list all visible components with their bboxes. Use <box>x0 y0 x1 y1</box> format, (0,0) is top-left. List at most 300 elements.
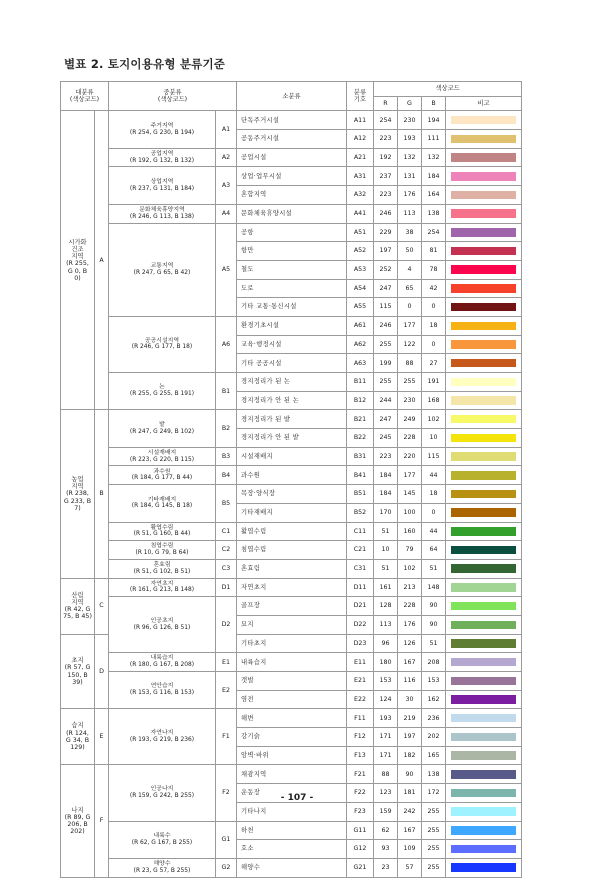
table-row <box>61 672 522 691</box>
table-row <box>61 373 522 392</box>
middle-color: (R 193, G 219, B 236) <box>129 736 195 743</box>
color-r: 193 <box>374 709 398 728</box>
color-b: 44 <box>422 466 446 485</box>
color-b: 115 <box>422 447 446 466</box>
minor-category: 항만 <box>237 242 347 261</box>
color-g: 219 <box>398 709 422 728</box>
color-r: 255 <box>374 335 398 354</box>
minor-category: 기타 공공시설 <box>237 354 347 373</box>
color-b: 255 <box>422 858 446 877</box>
major-label-line: 지역 <box>71 483 84 491</box>
minor-code: B51 <box>347 485 374 504</box>
major-code: B <box>95 410 109 578</box>
color-swatch <box>451 751 516 760</box>
minor-code: F12 <box>347 728 374 747</box>
color-b: 0 <box>422 298 446 317</box>
color-swatch-cell <box>446 260 522 279</box>
major-label-line: 건조 <box>71 245 84 253</box>
color-g: 213 <box>398 578 422 597</box>
major-label-line: 202) <box>70 828 85 836</box>
color-swatch <box>451 471 516 480</box>
major-label-line: 나지 <box>71 806 84 814</box>
middle-category <box>109 316 216 372</box>
color-swatch-cell <box>446 111 522 130</box>
color-b: 102 <box>422 410 446 429</box>
middle-code: B2 <box>216 410 237 447</box>
minor-code: A51 <box>347 223 374 242</box>
color-swatch-cell <box>446 597 522 616</box>
table-row <box>61 821 522 840</box>
minor-category: 기타재배지 <box>237 503 347 522</box>
color-swatch-cell <box>446 802 522 821</box>
middle-color: (R 159, G 242, B 255) <box>129 792 195 799</box>
color-b: 78 <box>422 260 446 279</box>
middle-code: B1 <box>216 373 237 410</box>
color-r: 124 <box>374 690 398 709</box>
header-major-sub: (색상코드) <box>69 96 100 104</box>
color-swatch-cell <box>446 765 522 784</box>
middle-category <box>109 709 216 765</box>
color-swatch <box>451 639 516 648</box>
color-g: 0 <box>398 298 422 317</box>
middle-code: A2 <box>216 148 237 167</box>
middle-color: (R 184, G 177, B 44) <box>131 475 193 482</box>
middle-category <box>109 858 216 877</box>
header-code-bottom: 기호 <box>353 96 367 104</box>
middle-code: F2 <box>216 765 237 821</box>
major-code: F <box>95 765 109 877</box>
header-note: 비고 <box>446 96 522 111</box>
color-r: 171 <box>374 746 398 765</box>
color-r: 223 <box>374 447 398 466</box>
minor-category: 해양수 <box>237 858 347 877</box>
color-swatch-cell <box>446 242 522 261</box>
color-swatch <box>451 415 516 424</box>
color-b: 27 <box>422 354 446 373</box>
table-row <box>61 223 522 242</box>
minor-code: F21 <box>347 765 374 784</box>
minor-code: C31 <box>347 559 374 578</box>
major-category <box>61 765 95 877</box>
minor-code: G21 <box>347 858 374 877</box>
color-swatch-cell <box>446 522 522 541</box>
minor-code: A11 <box>347 111 374 130</box>
middle-code: C1 <box>216 522 237 541</box>
middle-code: A5 <box>216 223 237 316</box>
middle-color: (R 247, G 65, B 42) <box>133 269 191 276</box>
color-r: 113 <box>374 615 398 634</box>
middle-color: (R 237, G 131, B 184) <box>129 185 195 192</box>
minor-category: 상업·업무시설 <box>237 167 347 186</box>
color-swatch-cell <box>446 447 522 466</box>
color-swatch <box>451 863 516 872</box>
color-r: 171 <box>374 728 398 747</box>
middle-name: 문화체육휴양지역 <box>139 206 185 213</box>
color-r: 10 <box>374 541 398 560</box>
color-r: 51 <box>374 559 398 578</box>
color-swatch <box>451 322 516 331</box>
middle-code: A6 <box>216 316 237 372</box>
color-swatch <box>451 658 516 667</box>
color-swatch-cell <box>446 130 522 149</box>
middle-color: (R 180, G 167, B 208) <box>129 662 195 669</box>
table-header <box>61 82 522 111</box>
color-b: 162 <box>422 690 446 709</box>
table-row <box>61 316 522 335</box>
color-g: 182 <box>398 746 422 765</box>
major-label-line: (R 255, <box>66 260 89 268</box>
color-b: 138 <box>422 765 446 784</box>
color-r: 245 <box>374 429 398 448</box>
color-b: 132 <box>422 148 446 167</box>
major-label-line: G 233, B <box>63 497 92 505</box>
color-swatch-cell <box>446 672 522 691</box>
middle-color: (R 153, G 116, B 153) <box>129 690 195 697</box>
minor-code: D22 <box>347 615 374 634</box>
color-g: 88 <box>398 354 422 373</box>
color-r: 161 <box>374 578 398 597</box>
color-g: 176 <box>398 615 422 634</box>
color-r: 246 <box>374 204 398 223</box>
middle-code: A1 <box>216 111 237 148</box>
table-row <box>61 485 522 504</box>
minor-category: 묘지 <box>237 615 347 634</box>
color-swatch-cell <box>446 391 522 410</box>
color-swatch <box>451 714 516 723</box>
land-use-classification-table <box>60 81 522 878</box>
color-swatch-cell <box>446 840 522 859</box>
middle-category <box>109 672 216 709</box>
middle-category <box>109 559 216 578</box>
minor-category: 경지정리가 안 된 밭 <box>237 429 347 448</box>
color-g: 50 <box>398 242 422 261</box>
middle-color: (R 96, G 126, B 51) <box>133 624 191 631</box>
middle-code: E2 <box>216 672 237 709</box>
color-swatch-cell <box>446 316 522 335</box>
color-r: 229 <box>374 223 398 242</box>
color-b: 254 <box>422 223 446 242</box>
color-swatch-cell <box>446 634 522 653</box>
major-label-line: 지역 <box>71 598 84 606</box>
color-r: 153 <box>374 672 398 691</box>
color-swatch <box>451 396 516 405</box>
color-b: 202 <box>422 728 446 747</box>
color-swatch-cell <box>446 410 522 429</box>
color-swatch <box>451 359 516 368</box>
header-color: 색상코드 <box>374 82 522 97</box>
color-swatch <box>451 153 516 162</box>
major-label-line: 지역 <box>71 253 84 261</box>
major-category <box>61 111 95 410</box>
color-swatch-cell <box>446 578 522 597</box>
middle-color: (R 161, G 213, B 148) <box>129 587 195 594</box>
middle-name: 침엽수림 <box>150 543 174 550</box>
color-r: 96 <box>374 634 398 653</box>
color-b: 81 <box>422 242 446 261</box>
color-swatch <box>451 807 516 816</box>
color-g: 102 <box>398 559 422 578</box>
color-r: 170 <box>374 503 398 522</box>
minor-category: 내륙습지 <box>237 653 347 672</box>
color-r: 62 <box>374 821 398 840</box>
color-g: 177 <box>398 466 422 485</box>
color-swatch-cell <box>446 858 522 877</box>
color-r: 244 <box>374 391 398 410</box>
color-swatch-cell <box>446 466 522 485</box>
color-b: 51 <box>422 634 446 653</box>
color-b: 153 <box>422 672 446 691</box>
minor-category: 문화체육휴양시설 <box>237 204 347 223</box>
color-swatch <box>451 770 516 779</box>
header-code <box>347 82 374 111</box>
color-g: 145 <box>398 485 422 504</box>
minor-code: C21 <box>347 541 374 560</box>
major-label-line: 초지 <box>71 657 84 665</box>
middle-name: 자연초지 <box>150 580 174 587</box>
table-row <box>61 466 522 485</box>
color-b: 172 <box>422 784 446 803</box>
table-row <box>61 541 522 560</box>
color-swatch <box>451 284 516 293</box>
major-label-line: G 0, B <box>67 267 88 275</box>
color-b: 191 <box>422 373 446 392</box>
minor-code: A41 <box>347 204 374 223</box>
color-swatch <box>451 845 516 854</box>
minor-code: A21 <box>347 148 374 167</box>
color-swatch-cell <box>446 167 522 186</box>
major-label-line: (R 238, <box>66 490 89 498</box>
color-swatch <box>451 434 516 443</box>
color-g: 116 <box>398 672 422 691</box>
color-r: 223 <box>374 130 398 149</box>
middle-code: C2 <box>216 541 237 560</box>
middle-color: (R 246, G 177, B 18) <box>131 344 193 351</box>
color-swatch <box>451 490 516 499</box>
major-label-line: 산림 <box>71 591 84 599</box>
minor-code: A55 <box>347 298 374 317</box>
color-g: 132 <box>398 148 422 167</box>
color-g: 65 <box>398 279 422 298</box>
color-r: 199 <box>374 354 398 373</box>
color-b: 255 <box>422 802 446 821</box>
minor-code: B31 <box>347 447 374 466</box>
minor-code: B52 <box>347 503 374 522</box>
minor-code: G11 <box>347 821 374 840</box>
color-swatch <box>451 508 516 517</box>
middle-color: (R 247, G 249, B 102) <box>129 428 195 435</box>
color-swatch-cell <box>446 821 522 840</box>
minor-code: A32 <box>347 186 374 205</box>
page-number: - 107 - <box>280 793 314 803</box>
middle-name: 활엽수림 <box>150 524 174 531</box>
color-swatch <box>451 209 516 218</box>
minor-code: E21 <box>347 672 374 691</box>
major-code: A <box>95 111 109 410</box>
color-swatch-cell <box>446 615 522 634</box>
color-g: 167 <box>398 653 422 672</box>
minor-category: 기타초지 <box>237 634 347 653</box>
color-swatch <box>451 191 516 200</box>
color-r: 123 <box>374 784 398 803</box>
major-label-line: (R 42, G <box>64 606 91 614</box>
table-row <box>61 447 522 466</box>
middle-name: 해양수 <box>153 860 171 867</box>
middle-code: G2 <box>216 858 237 877</box>
color-b: 208 <box>422 653 446 672</box>
color-g: 228 <box>398 429 422 448</box>
middle-name: 시설재배지 <box>147 449 177 456</box>
color-b: 44 <box>422 522 446 541</box>
minor-category: 경지정리가 안 된 논 <box>237 391 347 410</box>
middle-category <box>109 578 216 597</box>
middle-code: B4 <box>216 466 237 485</box>
middle-name: 공업지역 <box>150 150 174 157</box>
color-swatch-cell <box>446 354 522 373</box>
middle-category <box>109 148 216 167</box>
color-g: 177 <box>398 316 422 335</box>
middle-category <box>109 111 216 148</box>
minor-code: G12 <box>347 840 374 859</box>
middle-name: 자연나지 <box>150 730 174 737</box>
middle-category <box>109 485 216 522</box>
header-code-top: 분류 <box>353 88 367 96</box>
minor-code: B21 <box>347 410 374 429</box>
minor-code: A54 <box>347 279 374 298</box>
color-b: 138 <box>422 204 446 223</box>
color-g: 38 <box>398 223 422 242</box>
middle-name: 연안습지 <box>150 683 174 690</box>
color-r: 254 <box>374 111 398 130</box>
color-swatch <box>451 452 516 461</box>
color-swatch-cell <box>446 728 522 747</box>
major-label-line: 150, B <box>67 671 88 679</box>
color-r: 247 <box>374 279 398 298</box>
middle-code: B3 <box>216 447 237 466</box>
color-r: 192 <box>374 148 398 167</box>
minor-category: 기타 교통·통신시설 <box>237 298 347 317</box>
middle-name: 교통지역 <box>150 262 174 269</box>
color-swatch <box>451 228 516 237</box>
color-r: 237 <box>374 167 398 186</box>
header-middle-sub: (색상코드) <box>157 96 188 104</box>
minor-code: B41 <box>347 466 374 485</box>
middle-category <box>109 541 216 560</box>
middle-category <box>109 466 216 485</box>
minor-code: F22 <box>347 784 374 803</box>
color-swatch <box>451 826 516 835</box>
color-swatch <box>451 116 516 125</box>
minor-category: 골프장 <box>237 597 347 616</box>
color-swatch-cell <box>446 223 522 242</box>
middle-color: (R 255, G 255, B 191) <box>129 391 195 398</box>
major-label-line: 75, B 45) <box>63 613 92 621</box>
minor-code: F23 <box>347 802 374 821</box>
color-g: 160 <box>398 522 422 541</box>
minor-category: 하천 <box>237 821 347 840</box>
color-g: 181 <box>398 784 422 803</box>
color-swatch <box>451 583 516 592</box>
color-b: 236 <box>422 709 446 728</box>
minor-category: 공동주거시설 <box>237 130 347 149</box>
color-swatch-cell <box>446 298 522 317</box>
middle-color: (R 62, G 167, B 255) <box>131 839 193 846</box>
table-row <box>61 559 522 578</box>
major-label-line: (R 57, G <box>64 664 91 672</box>
header-g: G <box>398 96 422 111</box>
minor-code: E11 <box>347 653 374 672</box>
color-g: 30 <box>398 690 422 709</box>
color-swatch <box>451 135 516 144</box>
minor-code: A62 <box>347 335 374 354</box>
major-label-line: 시가화 <box>68 238 87 246</box>
color-b: 0 <box>422 503 446 522</box>
middle-code: A4 <box>216 204 237 223</box>
major-label-line: (R 89, G <box>64 813 91 821</box>
color-g: 255 <box>398 373 422 392</box>
middle-name: 내륙습지 <box>150 655 174 662</box>
minor-category: 혼효림 <box>237 559 347 578</box>
middle-name: 상업지역 <box>150 178 174 185</box>
middle-name: 혼효림 <box>153 561 171 568</box>
color-g: 109 <box>398 840 422 859</box>
minor-category: 경지정리가 된 논 <box>237 373 347 392</box>
minor-category: 호소 <box>237 840 347 859</box>
minor-code: F11 <box>347 709 374 728</box>
color-r: 252 <box>374 260 398 279</box>
minor-category: 교육·행정시설 <box>237 335 347 354</box>
color-swatch-cell <box>446 690 522 709</box>
middle-category <box>109 447 216 466</box>
color-swatch <box>451 621 516 630</box>
table-row <box>61 167 522 186</box>
minor-category: 운동장 <box>237 784 347 803</box>
table-row <box>61 578 522 597</box>
minor-category: 혼합지역 <box>237 186 347 205</box>
color-swatch <box>451 378 516 387</box>
table-row <box>61 597 522 616</box>
color-g: 230 <box>398 111 422 130</box>
color-g: 230 <box>398 391 422 410</box>
middle-code: A3 <box>216 167 237 204</box>
middle-code: D1 <box>216 578 237 597</box>
major-code: E <box>95 709 109 765</box>
color-swatch <box>451 247 516 256</box>
major-label-line: 0) <box>74 274 81 282</box>
minor-category: 채광지역 <box>237 765 347 784</box>
color-swatch-cell <box>446 541 522 560</box>
color-r: 180 <box>374 653 398 672</box>
minor-category: 경지정리가 된 밭 <box>237 410 347 429</box>
major-label-line: (R 124, <box>66 729 89 737</box>
middle-category <box>109 597 216 653</box>
header-major <box>61 82 109 111</box>
middle-color: (R 51, G 160, B 44) <box>133 531 191 538</box>
color-b: 165 <box>422 746 446 765</box>
color-swatch <box>451 546 516 555</box>
minor-code: B12 <box>347 391 374 410</box>
middle-name: 기타재배지 <box>147 496 177 503</box>
table-row <box>61 709 522 728</box>
table-row <box>61 204 522 223</box>
minor-code: A63 <box>347 354 374 373</box>
color-g: 100 <box>398 503 422 522</box>
color-g: 79 <box>398 541 422 560</box>
middle-category <box>109 223 216 316</box>
major-label-line: 39) <box>72 678 83 686</box>
minor-code: D23 <box>347 634 374 653</box>
color-r: 255 <box>374 373 398 392</box>
major-category <box>61 634 95 709</box>
